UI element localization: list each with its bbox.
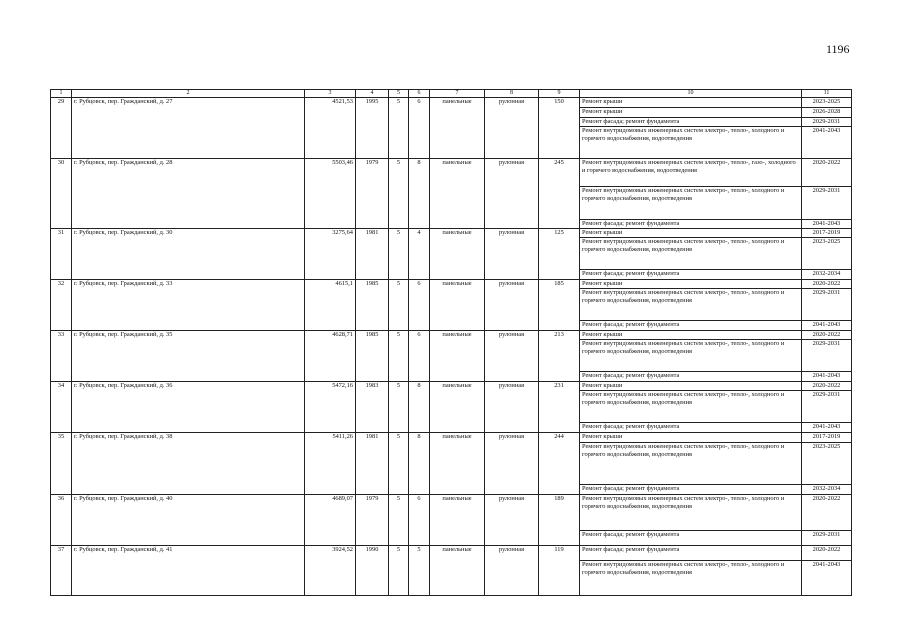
table-row <box>51 546 852 561</box>
work-type-cell: Ремонт внутридомовых инженерных систем электро-, тепло-, холодного и горячего водоснабжения, водоотведения <box>580 391 802 423</box>
work-type-cell: Ремонт фасада; ремонт фундамента <box>580 220 802 229</box>
work-type-cell: Ремонт внутридомовых инженерных систем электро-, тепло-, холодного и горячего водоснабжения, водоотведения <box>580 340 802 372</box>
wall-material-cell: панельные <box>430 159 485 229</box>
work-period-cell: 2041-2043 <box>802 561 852 596</box>
address-cell: г. Рубцовск, пер. Гражданский, д. 28 <box>72 159 305 229</box>
roof-type-cell: рулонная <box>485 98 539 159</box>
page-number: 1196 <box>826 42 850 56</box>
house-number-cell: 29 <box>51 98 72 159</box>
work-period-cell: 2023-2025 <box>802 98 852 108</box>
work-period-cell: 2041-2043 <box>802 423 852 433</box>
entrances-cell: 6 <box>409 280 430 331</box>
area-cell: 4521,53 <box>305 98 356 159</box>
address-cell: г. Рубцовск, пер. Гражданский, д. 30 <box>72 229 305 280</box>
work-type-cell: Ремонт фасада; ремонт фундамента <box>580 372 802 382</box>
work-period-cell: 2017-2019 <box>802 433 852 443</box>
table-row <box>51 159 852 187</box>
roof-type-cell: рулонная <box>485 229 539 280</box>
work-period-cell: 2032-2034 <box>802 485 852 495</box>
house-number-cell: 33 <box>51 331 72 382</box>
header-cell: 11 <box>802 90 852 98</box>
header-cell: 2 <box>72 90 305 98</box>
header-cell: 10 <box>580 90 802 98</box>
roof-type-cell: рулонная <box>485 280 539 331</box>
wall-material-cell: панельные <box>430 280 485 331</box>
work-type-cell: Ремонт внутридомовых инженерных систем электро-, тепло-, холодного и горячего водоснабжения, водоотведения <box>580 187 802 220</box>
year-built-cell: 1985 <box>356 331 389 382</box>
work-type-cell: Ремонт фасада; ремонт фундамента <box>580 485 802 495</box>
column-number-header-row <box>51 90 852 98</box>
area-cell: 5411,26 <box>305 433 356 495</box>
table-row <box>51 331 852 340</box>
header-cell: 9 <box>539 90 580 98</box>
apartments-cell: 125 <box>539 229 580 280</box>
work-period-cell: 2020-2022 <box>802 546 852 561</box>
area-cell: 4615,1 <box>305 280 356 331</box>
header-cell: 3 <box>305 90 356 98</box>
floors-cell: 5 <box>389 98 409 159</box>
work-period-cell: 2020-2022 <box>802 495 852 531</box>
address-cell: г. Рубцовск, пер. Гражданский, д. 40 <box>72 495 305 546</box>
wall-material-cell: панельные <box>430 331 485 382</box>
work-period-cell: 2041-2043 <box>802 372 852 382</box>
year-built-cell: 1979 <box>356 159 389 229</box>
work-type-cell: Ремонт внутридомовых инженерных систем электро-, тепло-, холодного и горячего водоснабжения, водоотведения <box>580 127 802 159</box>
roof-type-cell: рулонная <box>485 159 539 229</box>
floors-cell: 5 <box>389 331 409 382</box>
roof-type-cell: рулонная <box>485 382 539 433</box>
work-period-cell: 2029-2031 <box>802 187 852 220</box>
apartments-cell: 213 <box>539 331 580 382</box>
work-type-cell: Ремонт крыши <box>580 108 802 118</box>
year-built-cell: 1985 <box>356 280 389 331</box>
entrances-cell: 6 <box>409 98 430 159</box>
house-number-cell: 34 <box>51 382 72 433</box>
year-built-cell: 1979 <box>356 495 389 546</box>
work-period-cell: 2020-2022 <box>802 331 852 340</box>
wall-material-cell: панельные <box>430 229 485 280</box>
wall-material-cell: панельные <box>430 495 485 546</box>
table-row <box>51 280 852 289</box>
work-period-cell: 2032-2034 <box>802 270 852 280</box>
entrances-cell: 6 <box>409 495 430 546</box>
work-period-cell: 2026-2028 <box>802 108 852 118</box>
work-type-cell: Ремонт внутридомовых инженерных систем электро-, тепло-, холодного и горячего водоснабжения, водоотведения <box>580 289 802 321</box>
table-row <box>51 229 852 238</box>
entrances-cell: 5 <box>409 546 430 596</box>
apartments-cell: 244 <box>539 433 580 495</box>
address-cell: г. Рубцовск, пер. Гражданский, д. 41 <box>72 546 305 596</box>
floors-cell: 5 <box>389 433 409 495</box>
work-period-cell: 2029-2031 <box>802 340 852 372</box>
work-type-cell: Ремонт фасада; ремонт фундамента <box>580 531 802 546</box>
house-number-cell: 36 <box>51 495 72 546</box>
address-cell: г. Рубцовск, пер. Гражданский, д. 38 <box>72 433 305 495</box>
work-type-cell: Ремонт фасада; ремонт фундамента <box>580 270 802 280</box>
work-period-cell: 2017-2019 <box>802 229 852 238</box>
house-number-cell: 35 <box>51 433 72 495</box>
apartments-cell: 185 <box>539 280 580 331</box>
work-type-cell: Ремонт крыши <box>580 382 802 391</box>
table-row <box>51 495 852 531</box>
entrances-cell: 4 <box>409 229 430 280</box>
work-period-cell: 2029-2031 <box>802 391 852 423</box>
header-cell: 6 <box>409 90 430 98</box>
capital-repair-table <box>50 89 852 596</box>
floors-cell: 5 <box>389 280 409 331</box>
year-built-cell: 1983 <box>356 382 389 433</box>
work-period-cell: 2041-2043 <box>802 220 852 229</box>
house-number-cell: 30 <box>51 159 72 229</box>
entrances-cell: 8 <box>409 382 430 433</box>
work-period-cell: 2020-2022 <box>802 382 852 391</box>
roof-type-cell: рулонная <box>485 495 539 546</box>
area-cell: 5503,46 <box>305 159 356 229</box>
apartments-cell: 245 <box>539 159 580 229</box>
work-type-cell: Ремонт фасада; ремонт фундамента <box>580 118 802 127</box>
header-cell: 4 <box>356 90 389 98</box>
work-type-cell: Ремонт фасада; ремонт фундамента <box>580 321 802 331</box>
apartments-cell: 150 <box>539 98 580 159</box>
work-period-cell: 2020-2022 <box>802 280 852 289</box>
year-built-cell: 1981 <box>356 229 389 280</box>
work-type-cell: Ремонт фасада; ремонт фундамента <box>580 546 802 561</box>
area-cell: 5472,16 <box>305 382 356 433</box>
entrances-cell: 6 <box>409 331 430 382</box>
work-type-cell: Ремонт внутридомовых инженерных систем электро-, тепло-, холодного и горячего водоснабжения, водоотведения <box>580 495 802 531</box>
floors-cell: 5 <box>389 229 409 280</box>
house-number-cell: 32 <box>51 280 72 331</box>
area-cell: 3275,64 <box>305 229 356 280</box>
year-built-cell: 1981 <box>356 433 389 495</box>
work-period-cell: 2023-2025 <box>802 238 852 270</box>
roof-type-cell: рулонная <box>485 433 539 495</box>
work-type-cell: Ремонт фасада; ремонт фундамента <box>580 423 802 433</box>
work-type-cell: Ремонт внутридомовых инженерных систем электро-, тепло-, холодного и горячего водоснабжения, водоотведения <box>580 561 802 596</box>
address-cell: г. Рубцовск, пер. Гражданский, д. 27 <box>72 98 305 159</box>
header-cell: 1 <box>51 90 72 98</box>
year-built-cell: 1995 <box>356 98 389 159</box>
work-type-cell: Ремонт внутридомовых инженерных систем электро-, тепло-, холодного и горячего водоснабжения, водоотведения <box>580 443 802 485</box>
work-type-cell: Ремонт крыши <box>580 280 802 289</box>
table-row <box>51 433 852 443</box>
year-built-cell: 1990 <box>356 546 389 596</box>
work-type-cell: Ремонт внутридомовых инженерных систем электро-, тепло-, холодного и горячего водоснабжения, водоотведения <box>580 238 802 270</box>
address-cell: г. Рубцовск, пер. Гражданский, д. 33 <box>72 280 305 331</box>
table-row <box>51 382 852 391</box>
wall-material-cell: панельные <box>430 546 485 596</box>
roof-type-cell: рулонная <box>485 546 539 596</box>
apartments-cell: 189 <box>539 495 580 546</box>
wall-material-cell: панельные <box>430 433 485 495</box>
work-type-cell: Ремонт крыши <box>580 229 802 238</box>
work-type-cell: Ремонт крыши <box>580 433 802 443</box>
wall-material-cell: панельные <box>430 98 485 159</box>
work-period-cell: 2029-2031 <box>802 531 852 546</box>
work-period-cell: 2029-2031 <box>802 289 852 321</box>
work-type-cell: Ремонт крыши <box>580 331 802 340</box>
floors-cell: 5 <box>389 546 409 596</box>
address-cell: г. Рубцовск, пер. Гражданский, д. 36 <box>72 382 305 433</box>
work-period-cell: 2029-2031 <box>802 118 852 127</box>
house-number-cell: 37 <box>51 546 72 596</box>
area-cell: 4689,07 <box>305 495 356 546</box>
work-period-cell: 2041-2043 <box>802 127 852 159</box>
entrances-cell: 8 <box>409 433 430 495</box>
apartments-cell: 119 <box>539 546 580 596</box>
area-cell: 3924,52 <box>305 546 356 596</box>
wall-material-cell: панельные <box>430 382 485 433</box>
work-period-cell: 2020-2022 <box>802 159 852 187</box>
work-period-cell: 2041-2043 <box>802 321 852 331</box>
floors-cell: 5 <box>389 159 409 229</box>
floors-cell: 5 <box>389 495 409 546</box>
house-number-cell: 31 <box>51 229 72 280</box>
work-type-cell: Ремонт крыши <box>580 98 802 108</box>
area-cell: 4628,71 <box>305 331 356 382</box>
header-cell: 7 <box>430 90 485 98</box>
apartments-cell: 231 <box>539 382 580 433</box>
address-cell: г. Рубцовск, пер. Гражданский, д. 35 <box>72 331 305 382</box>
table-row <box>51 98 852 108</box>
entrances-cell: 8 <box>409 159 430 229</box>
header-cell: 5 <box>389 90 409 98</box>
roof-type-cell: рулонная <box>485 331 539 382</box>
floors-cell: 5 <box>389 382 409 433</box>
header-cell: 8 <box>485 90 539 98</box>
work-period-cell: 2023-2025 <box>802 443 852 485</box>
work-type-cell: Ремонт внутридомовых инженерных систем электро-, тепло-, газо-, холодного и горячего водоснабжения, водоотведения <box>580 159 802 187</box>
